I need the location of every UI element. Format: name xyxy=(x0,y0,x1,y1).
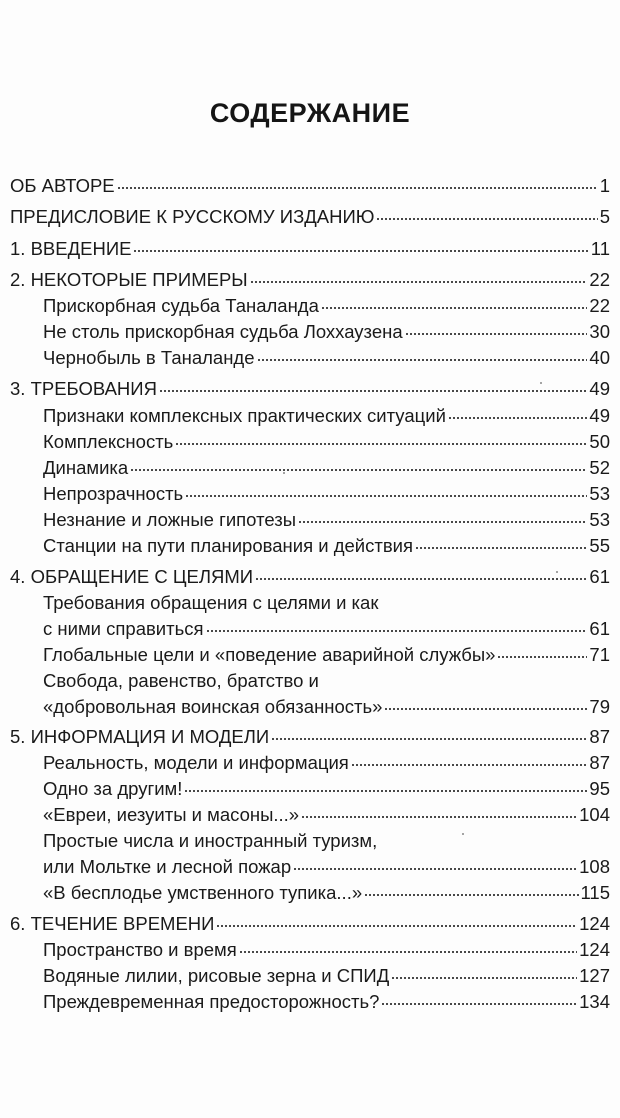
toc-entry-page: 104 xyxy=(579,804,610,825)
toc-entry-chapter[interactable] xyxy=(10,564,610,590)
dot-leader xyxy=(293,868,577,870)
toc-entry-label: ПРЕДИСЛОВИЕ К РУССКОМУ ИЗДАНИЮ xyxy=(10,206,375,227)
dot-leader xyxy=(351,764,588,766)
dot-leader xyxy=(415,547,587,549)
toc-entry-chapter[interactable] xyxy=(10,724,610,750)
toc-entry-page: 22 xyxy=(589,295,610,316)
dot-leader xyxy=(184,790,587,792)
toc-entry-page: 124 xyxy=(579,939,610,960)
toc-entry-label: Динамика xyxy=(43,457,129,478)
toc-entry-label: Не столь прискорбная судьба Лоххаузена xyxy=(43,321,403,342)
toc-entry-label: Водяные лилии, рисовые зерна и СПИД xyxy=(43,965,390,986)
dot-leader xyxy=(405,333,588,335)
toc-entry-label: Преждевременная предосторожность? xyxy=(43,991,380,1012)
dot-leader xyxy=(376,218,597,220)
toc-entry-section[interactable] xyxy=(43,880,610,906)
toc-entry-page: 53 xyxy=(589,509,610,530)
toc-entry-label: 4. ОБРАЩЕНИЕ С ЦЕЛЯМИ xyxy=(10,566,254,587)
toc-entry-section[interactable] xyxy=(43,481,610,507)
toc-entry-section-line[interactable] xyxy=(43,590,610,616)
toc-entry-label: Одно за другим! xyxy=(43,778,183,799)
dot-leader xyxy=(298,521,587,523)
toc-entry-section[interactable] xyxy=(43,616,610,642)
toc-entry-label: Простые числа и иностранный туризм, xyxy=(43,830,378,851)
toc-entry-label: Комплексность xyxy=(43,431,174,452)
dot-leader xyxy=(159,390,587,392)
toc-entry-label: Требования обращения с целями и как xyxy=(43,592,379,613)
dot-leader xyxy=(271,738,587,740)
toc-entry-page: 22 xyxy=(589,269,610,290)
toc-entry-label: Реальность, модели и информация xyxy=(43,752,349,773)
toc-entry-chapter[interactable] xyxy=(10,376,610,402)
toc-entry-section[interactable] xyxy=(43,989,610,1015)
toc-entry-page: 87 xyxy=(589,726,610,747)
toc-entry-chapter[interactable] xyxy=(10,204,610,230)
toc-entry-label: Незнание и ложные гипотезы xyxy=(43,509,296,530)
toc-entry-section[interactable] xyxy=(43,776,610,802)
toc-entry-label: с ними справиться xyxy=(43,618,204,639)
toc-entry-page: 52 xyxy=(589,457,610,478)
toc-entry-label: 3. ТРЕБОВАНИЯ xyxy=(10,378,157,399)
toc-entry-section[interactable] xyxy=(43,963,610,989)
toc-entry-page: 40 xyxy=(589,347,610,368)
toc-entry-label: Свобода, равенство, братство и xyxy=(43,670,319,691)
toc-entry-page: 61 xyxy=(589,618,610,639)
toc-entry-page: 79 xyxy=(589,696,610,717)
dot-leader xyxy=(448,417,588,419)
toc-entry-page: 55 xyxy=(589,535,610,556)
toc-entry-label: 2. НЕКОТОРЫЕ ПРИМЕРЫ xyxy=(10,269,248,290)
toc-entry-label: 1. ВВЕДЕНИЕ xyxy=(10,238,132,259)
toc-entry-page: 134 xyxy=(579,991,610,1012)
toc-entry-section[interactable] xyxy=(43,694,610,720)
toc-entry-section[interactable] xyxy=(43,937,610,963)
toc-entry-label: Глобальные цели и «поведение аварийной службы» xyxy=(43,644,496,665)
toc-entry-section[interactable] xyxy=(43,429,610,455)
scan-speck xyxy=(540,382,542,384)
scan-speck xyxy=(556,571,558,573)
toc-entry-section[interactable] xyxy=(43,642,610,668)
toc-entry-section[interactable] xyxy=(43,533,610,559)
toc-entry-page: 53 xyxy=(589,483,610,504)
toc-entry-section-line[interactable] xyxy=(43,828,610,854)
toc-entry-label: Станции на пути планирования и действия xyxy=(43,535,414,556)
toc-entry-page: 5 xyxy=(599,206,610,227)
toc-entry-chapter[interactable] xyxy=(10,911,610,937)
toc-entry-label: Признаки комплексных практических ситуаций xyxy=(43,405,446,426)
toc-entry-label: ОБ АВТОРЕ xyxy=(10,175,115,196)
dot-leader xyxy=(384,708,587,710)
toc-entry-section[interactable] xyxy=(43,345,610,371)
toc-entry-section[interactable] xyxy=(43,293,610,319)
dot-leader xyxy=(239,951,577,953)
toc-entry-chapter[interactable] xyxy=(10,236,610,262)
toc-entry-section[interactable] xyxy=(43,507,610,533)
toc-entry-chapter[interactable] xyxy=(10,267,610,293)
toc-entry-label: «Евреи, иезуиты и масоны...» xyxy=(43,804,300,825)
toc-entry-section[interactable] xyxy=(43,455,610,481)
dot-leader xyxy=(133,250,588,252)
toc-entry-chapter[interactable] xyxy=(10,173,610,199)
toc-entry-section[interactable] xyxy=(43,802,610,828)
toc-entry-page: 1 xyxy=(599,175,610,196)
dot-leader xyxy=(185,495,587,497)
toc-entry-label: Чернобыль в Таналанде xyxy=(43,347,255,368)
toc-entry-label: «В бесплодье умственного тупика...» xyxy=(43,882,363,903)
toc-entry-label: 5. ИНФОРМАЦИЯ И МОДЕЛИ xyxy=(10,726,270,747)
toc-entry-page: 11 xyxy=(590,238,610,259)
dot-leader xyxy=(321,307,588,309)
dot-leader xyxy=(130,469,587,471)
dot-leader xyxy=(497,656,587,658)
toc-entry-page: 50 xyxy=(589,431,610,452)
dot-leader xyxy=(117,187,598,189)
toc-entry-label: «добровольная воинская обязанность» xyxy=(43,696,383,717)
toc-entry-label: Непрозрачность xyxy=(43,483,184,504)
dot-leader xyxy=(175,443,587,445)
toc-entry-page: 71 xyxy=(589,644,610,665)
toc-entry-section[interactable] xyxy=(43,319,610,345)
dot-leader xyxy=(301,816,577,818)
toc-entry-page: 49 xyxy=(589,378,610,399)
toc-entry-label: 6. ТЕЧЕНИЕ ВРЕМЕНИ xyxy=(10,913,215,934)
toc-entry-label: Прискорбная судьба Таналанда xyxy=(43,295,319,316)
dot-leader xyxy=(206,630,588,632)
toc-entry-page: 127 xyxy=(579,965,610,986)
scan-speck xyxy=(462,833,464,835)
toc-entry-section-line[interactable] xyxy=(43,668,610,694)
dot-leader xyxy=(257,359,588,361)
dot-leader xyxy=(255,578,587,580)
toc-entry-page: 108 xyxy=(579,856,610,877)
toc-entry-page: 115 xyxy=(580,882,610,903)
toc-entry-page: 95 xyxy=(589,778,610,799)
toc-entry-page: 49 xyxy=(589,405,610,426)
toc-entry-section[interactable] xyxy=(43,750,610,776)
toc-entry-section[interactable] xyxy=(43,854,610,880)
toc-entry-page: 124 xyxy=(579,913,610,934)
page-title: СОДЕРЖАНИЕ xyxy=(209,98,411,128)
dot-leader xyxy=(391,977,577,979)
toc-entry-label: или Мольтке и лесной пожар xyxy=(43,856,292,877)
dot-leader xyxy=(381,1003,577,1005)
toc-entry-page: 30 xyxy=(589,321,610,342)
dot-leader xyxy=(250,281,588,283)
dot-leader xyxy=(216,925,577,927)
toc-entry-section[interactable] xyxy=(43,403,610,429)
scan-speck xyxy=(283,472,285,474)
toc-entry-page: 61 xyxy=(589,566,610,587)
dot-leader xyxy=(364,894,578,896)
toc-entry-label: Пространство и время xyxy=(43,939,237,960)
toc-entry-page: 87 xyxy=(589,752,610,773)
